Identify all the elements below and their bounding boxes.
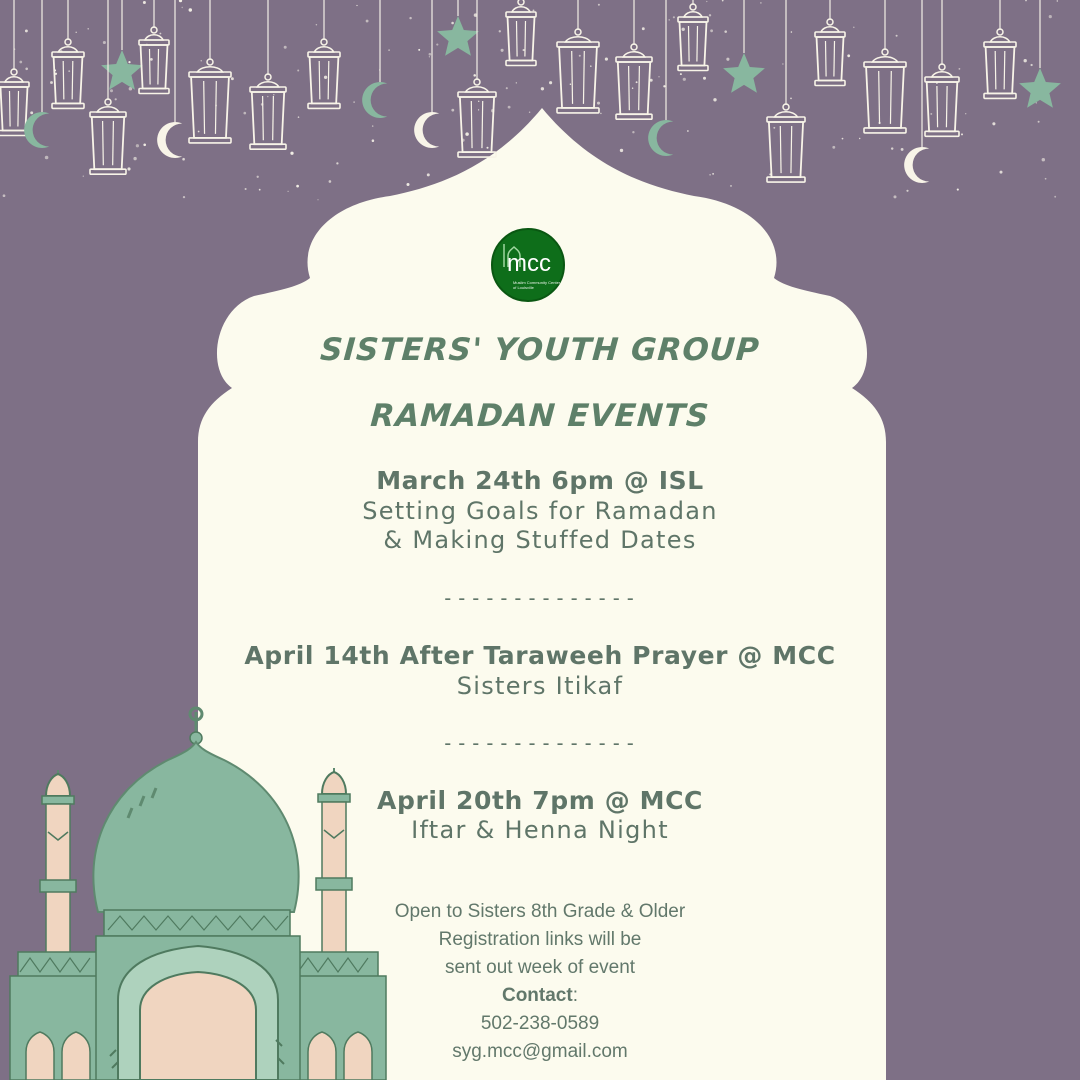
registration-text-line-1: Registration links will be [438, 929, 642, 950]
divider: -------------- [441, 731, 639, 755]
logo-subtext: Muslim Community Center of Louisville [513, 280, 561, 290]
contact-colon: : [572, 985, 578, 1006]
event-3-description: Iftar & Henna Night [411, 816, 669, 844]
event-3-heading: April 20th 7pm @ MCC [377, 786, 703, 815]
event-2-description: Sisters Itikaf [456, 672, 624, 700]
contact-heading [310, 982, 770, 1010]
registration-text-line-2: sent out week of event [444, 957, 636, 978]
logo-text: mcc [507, 250, 551, 277]
contact-email: syg.mcc@gmail.com [452, 1041, 628, 1062]
event-2-heading: April 14th After Taraweeh Prayer @ MCC [244, 641, 836, 670]
contact-label: Contact [501, 985, 573, 1006]
eligibility-text: Open to Sisters 8th Grade & Older [394, 901, 686, 922]
event-1-heading: March 24th 6pm @ ISL [376, 466, 704, 495]
title-line-1: SISTERS' YOUTH GROUP [319, 332, 761, 368]
title-line-2: RAMADAN EVENTS [369, 398, 711, 434]
event-1-description: Setting Goals for Ramadan & Making Stuffed Dates [362, 497, 718, 554]
mcc-logo [491, 228, 565, 302]
divider: -------------- [441, 586, 639, 610]
contact-phone: 502-238-0589 [480, 1013, 600, 1034]
